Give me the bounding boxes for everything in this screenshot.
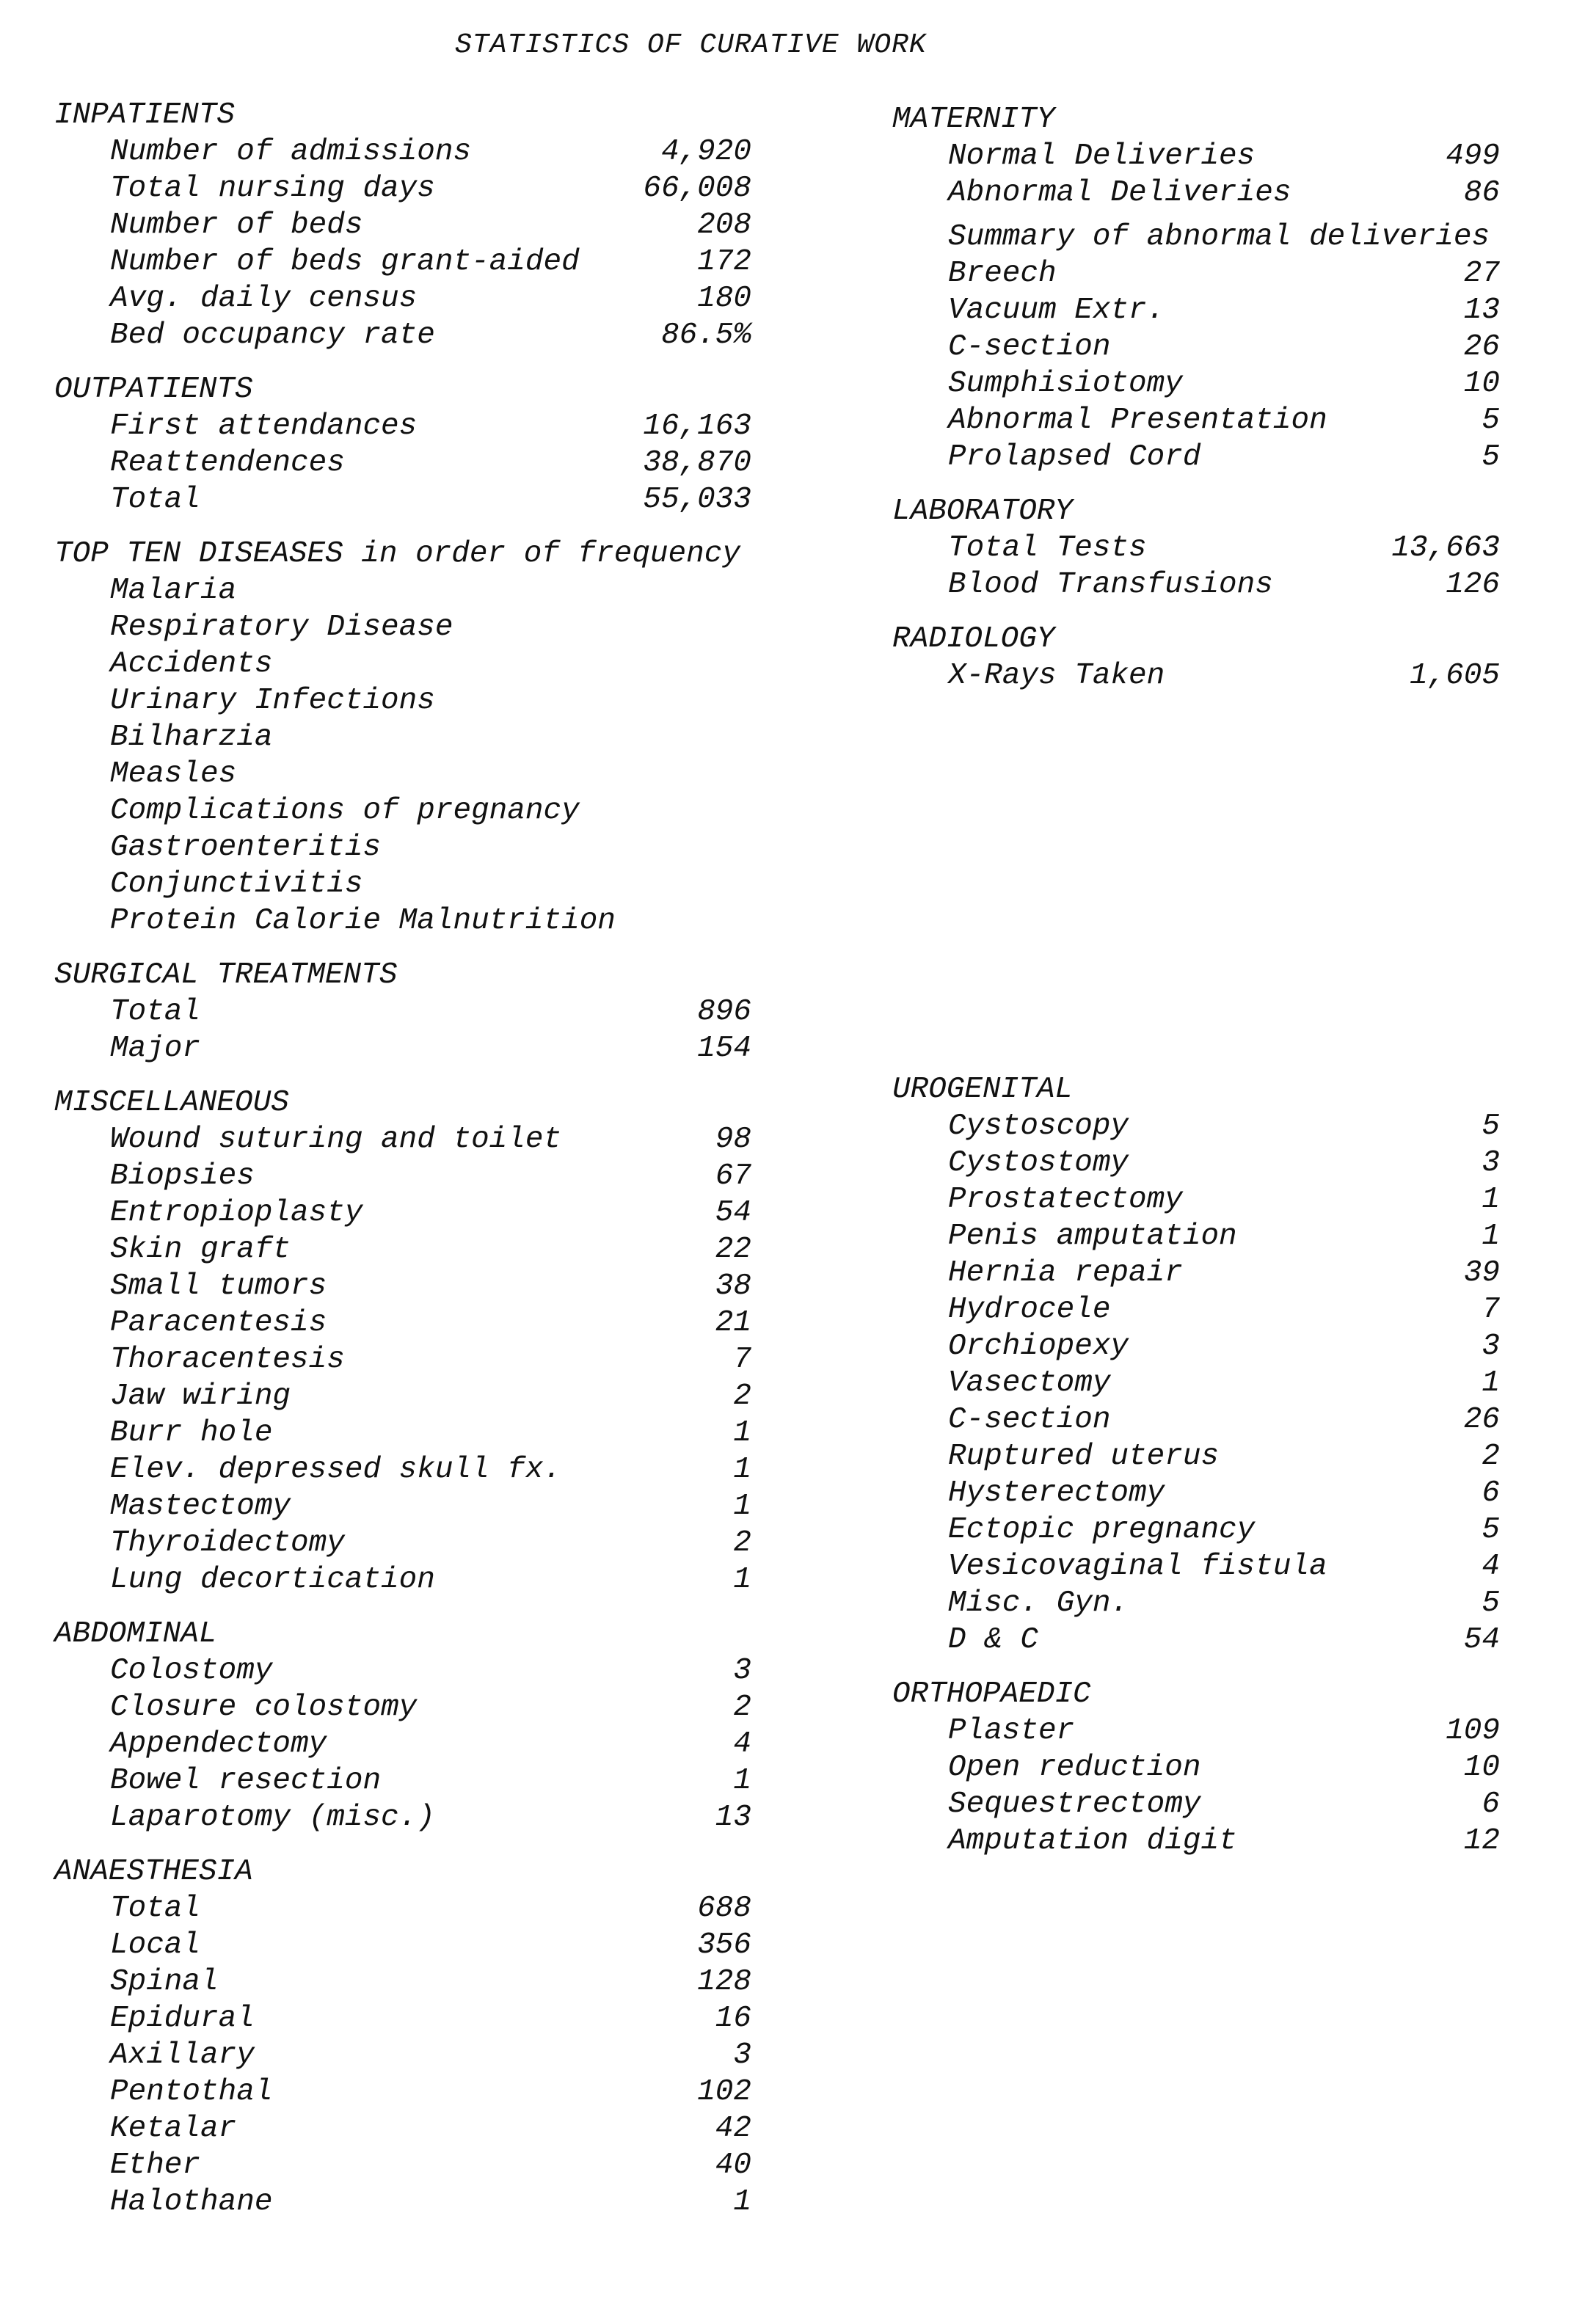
stat-value: 154 (697, 1032, 751, 1065)
stat-value: 896 (697, 995, 751, 1029)
stat-label: Abnormal Presentation (948, 404, 1327, 437)
stat-value: 5 (1482, 1513, 1500, 1547)
stat-row (892, 1218, 1500, 1255)
stat-label: Cystostomy (948, 1146, 1129, 1180)
stat-row (54, 1726, 751, 1763)
stat-row (892, 439, 1500, 475)
stat-row (54, 609, 751, 646)
stat-label: Malaria (110, 574, 237, 608)
stat-label: Accidents (110, 647, 273, 681)
stat-label: Amputation digit (948, 1824, 1237, 1858)
stat-row (892, 138, 1500, 175)
stat-row (54, 1451, 751, 1488)
stat-row (54, 1488, 751, 1525)
stat-value: 55,033 (643, 483, 751, 517)
stat-label: Orchiopexy (948, 1330, 1129, 1363)
stat-value: 22 (715, 1233, 751, 1266)
stat-label: Thoracentesis (110, 1343, 345, 1377)
section-heading: ANAESTHESIA (54, 1855, 253, 1889)
stat-label: Cystoscopy (948, 1109, 1129, 1143)
stat-value: 67 (715, 1159, 751, 1193)
stat-value: 5 (1482, 1109, 1500, 1143)
stat-value: 3 (733, 2038, 751, 2072)
stat-label: Total nursing days (110, 172, 435, 205)
stat-row (54, 481, 751, 518)
stat-value: 38,870 (643, 446, 751, 480)
stat-label: Total Tests (948, 531, 1147, 565)
stat-value: 3 (1482, 1146, 1500, 1180)
stat-row (892, 1786, 1500, 1823)
stat-row (892, 1402, 1500, 1438)
stat-label: C-section (948, 1403, 1111, 1437)
stat-label: X-Rays Taken (948, 659, 1165, 693)
stat-row (54, 1799, 751, 1836)
stat-row (892, 566, 1500, 603)
section-orthopaedic (892, 1676, 1500, 1859)
stat-value: 98 (715, 1123, 751, 1156)
stat-label: Hysterectomy (948, 1476, 1165, 1510)
stat-row (54, 1561, 751, 1598)
stat-value: 26 (1463, 330, 1500, 364)
stat-label: Plaster (948, 1714, 1075, 1748)
stat-label: Number of admissions (110, 135, 472, 169)
stat-value: 10 (1463, 1751, 1500, 1785)
stat-label: Burr hole (110, 1416, 273, 1450)
stat-value: 16,163 (643, 409, 751, 443)
stat-row (54, 1121, 751, 1158)
stat-row (54, 170, 751, 207)
stat-value: 208 (697, 208, 751, 242)
stat-label: Major (110, 1032, 201, 1065)
section-miscellaneous (54, 1085, 751, 1598)
stat-label: Ether (110, 2148, 201, 2182)
stat-row (892, 1328, 1500, 1365)
stat-label: Epidural (110, 2002, 255, 2035)
stat-value: 5 (1482, 404, 1500, 437)
stat-row (54, 903, 751, 939)
stat-row (54, 2037, 751, 2074)
stat-value: 1 (733, 1563, 751, 1597)
stat-value: 126 (1446, 568, 1500, 602)
stat-label: Mastectomy (110, 1490, 291, 1523)
stat-label: Breech (948, 257, 1057, 291)
stat-label: Blood Transfusions (948, 568, 1273, 602)
stat-value: 4 (733, 1727, 751, 1761)
section-heading: LABORATORY (892, 495, 1074, 528)
stat-label: Ketalar (110, 2112, 237, 2146)
stat-row (892, 1749, 1500, 1786)
stat-label: Misc. Gyn. (948, 1586, 1129, 1620)
stat-row (54, 1158, 751, 1195)
stat-value: 128 (697, 1965, 751, 1999)
stat-value: 27 (1463, 257, 1500, 291)
stat-label: Pentothal (110, 2075, 273, 2109)
stat-label: Skin graft (110, 1233, 291, 1266)
stat-value: 4 (1482, 1550, 1500, 1583)
stat-row (54, 682, 751, 719)
stat-row (54, 1890, 751, 1927)
subsection-heading: Summary of abnormal deliveries (948, 220, 1490, 254)
stat-value: 4,920 (660, 135, 751, 169)
stat-value: 1 (1482, 1183, 1500, 1217)
stat-row (892, 1713, 1500, 1749)
stat-label: Total (110, 483, 201, 517)
stat-value: 2 (733, 1526, 751, 1560)
stat-row (54, 280, 751, 317)
section-anaesthesia (54, 1854, 751, 2220)
stat-label: Vacuum Extr. (948, 294, 1165, 327)
stat-row (54, 1378, 751, 1415)
stat-row (892, 1823, 1500, 1859)
stat-row (892, 530, 1500, 566)
stat-label: Jaw wiring (110, 1379, 291, 1413)
stat-row (892, 1622, 1500, 1658)
stat-label: Open reduction (948, 1751, 1201, 1785)
stat-label: Hydrocele (948, 1293, 1111, 1327)
section-heading: RADIOLOGY (892, 622, 1055, 656)
section-heading: UROGENITAL (892, 1073, 1074, 1107)
section-heading: TOP TEN DISEASES in order of frequency (54, 537, 740, 571)
stat-row (892, 1291, 1500, 1328)
stat-row (54, 1964, 751, 2000)
stat-value: 21 (715, 1306, 751, 1340)
stat-row (892, 1438, 1500, 1475)
stat-row (54, 994, 751, 1030)
stat-row (54, 1525, 751, 1561)
stat-value: 54 (1463, 1623, 1500, 1657)
stat-label: Local (110, 1928, 201, 1962)
stat-value: 180 (697, 282, 751, 316)
stat-row (892, 1255, 1500, 1291)
stat-label: Measles (110, 757, 237, 791)
stat-row (54, 646, 751, 682)
stat-row (892, 1365, 1500, 1402)
stat-label: Total (110, 1892, 201, 1925)
stat-label: Wound suturing and toilet (110, 1123, 562, 1156)
stat-row (54, 317, 751, 354)
stat-value: 1 (1482, 1366, 1500, 1400)
stat-value: 356 (697, 1928, 751, 1962)
section-surgical-treatments (54, 957, 751, 1067)
stat-label: Total (110, 995, 201, 1029)
stat-row (892, 1585, 1500, 1622)
stat-label: Bilharzia (110, 721, 273, 754)
stat-label: Paracentesis (110, 1306, 327, 1340)
stat-label: Number of beds (110, 208, 363, 242)
stat-value: 1 (733, 1490, 751, 1523)
stat-value: 102 (697, 2075, 751, 2109)
stat-label: Gastroenteritis (110, 831, 382, 864)
stat-label: Abnormal Deliveries (948, 176, 1291, 210)
section-heading: MISCELLANEOUS (54, 1086, 289, 1120)
stat-row (54, 2074, 751, 2110)
stat-row (892, 1145, 1500, 1181)
section-urogenital (892, 1071, 1500, 1658)
stat-value: 54 (715, 1196, 751, 1230)
stat-value: 1 (1482, 1220, 1500, 1253)
stat-row (54, 719, 751, 756)
stat-row (54, 408, 751, 445)
stat-label: Sumphisiotomy (948, 367, 1183, 401)
section-heading: MATERNITY (892, 103, 1055, 136)
stat-label: Respiratory Disease (110, 611, 453, 644)
stat-row (54, 1763, 751, 1799)
stat-row (892, 1108, 1500, 1145)
stat-row (54, 2184, 751, 2220)
stat-value: 499 (1446, 139, 1500, 173)
stat-row (892, 175, 1500, 211)
stat-row (54, 572, 751, 609)
stat-label: Reattendences (110, 446, 345, 480)
stat-value: 66,008 (643, 172, 751, 205)
stat-row (54, 829, 751, 866)
stat-row (892, 329, 1500, 365)
stat-label: Protein Calorie Malnutrition (110, 904, 616, 938)
stat-label: Normal Deliveries (948, 139, 1256, 173)
stat-row (892, 255, 1500, 292)
stat-row (54, 1927, 751, 1964)
stat-value: 2 (733, 1379, 751, 1413)
stat-row (54, 244, 751, 280)
section-heading: ABDOMINAL (54, 1617, 217, 1651)
stat-row (54, 1195, 751, 1231)
stat-value: 109 (1446, 1714, 1500, 1748)
stat-label: Laparotomy (misc.) (110, 1801, 435, 1834)
stat-row (892, 365, 1500, 402)
stat-row (892, 1548, 1500, 1585)
stat-row (892, 1181, 1500, 1218)
stat-value: 2 (733, 1691, 751, 1724)
stat-row (54, 2110, 751, 2147)
stat-row (892, 402, 1500, 439)
stat-value: 1 (733, 1764, 751, 1798)
stat-label: Ectopic pregnancy (948, 1513, 1256, 1547)
stat-value: 1 (733, 1453, 751, 1487)
stat-label: Avg. daily census (110, 282, 418, 316)
stat-row (54, 134, 751, 170)
stat-label: C-section (948, 330, 1111, 364)
stat-row (54, 2000, 751, 2037)
stat-label: Axillary (110, 2038, 255, 2072)
stat-value: 13 (1463, 294, 1500, 327)
stat-row (54, 1030, 751, 1067)
stat-row (54, 1341, 751, 1378)
stat-row (892, 657, 1500, 694)
stat-label: Complications of pregnancy (110, 794, 580, 828)
stat-label: Closure colostomy (110, 1691, 418, 1724)
stat-label: Urinary Infections (110, 684, 435, 718)
stat-row (54, 1231, 751, 1268)
stat-row (54, 1268, 751, 1305)
stat-value: 3 (1482, 1330, 1500, 1363)
stat-row (54, 756, 751, 792)
stat-value: 1,605 (1409, 659, 1500, 693)
stat-label: D & C (948, 1623, 1039, 1657)
stat-value: 39 (1463, 1256, 1500, 1290)
stat-label: Bowel resection (110, 1764, 382, 1798)
stat-value: 5 (1482, 440, 1500, 474)
stat-label: Spinal (110, 1965, 219, 1999)
stat-value: 10 (1463, 367, 1500, 401)
section-maternity (892, 101, 1500, 475)
stat-label: First attendances (110, 409, 418, 443)
stat-label: Vasectomy (948, 1366, 1111, 1400)
stat-value: 5 (1482, 1586, 1500, 1620)
stat-label: Appendectomy (110, 1727, 327, 1761)
stat-label: Vesicovaginal fistula (948, 1550, 1327, 1583)
stat-value: 13,663 (1391, 531, 1500, 565)
stat-value: 13 (715, 1801, 751, 1834)
stat-label: Lung decortication (110, 1563, 435, 1597)
stat-label: Elev. depressed skull fx. (110, 1453, 562, 1487)
section-inpatients (54, 97, 751, 354)
stat-label: Number of beds grant-aided (110, 245, 580, 279)
section-heading: ORTHOPAEDIC (892, 1677, 1091, 1711)
stat-label: Halothane (110, 2185, 273, 2219)
stat-row (892, 1512, 1500, 1548)
stat-value: 12 (1463, 1824, 1500, 1858)
stat-label: Prostatectomy (948, 1183, 1183, 1217)
left-column (54, 97, 751, 2238)
stat-value: 1 (733, 2185, 751, 2219)
stat-value: 40 (715, 2148, 751, 2182)
stat-label: Small tumors (110, 1269, 327, 1303)
stat-label: Colostomy (110, 1654, 273, 1688)
stat-label: Entropioplasty (110, 1196, 363, 1230)
stat-label: Conjunctivitis (110, 867, 363, 901)
stat-value: 86 (1463, 176, 1500, 210)
stat-row (54, 207, 751, 244)
right-column (892, 101, 1500, 1877)
stat-value: 38 (715, 1269, 751, 1303)
stat-row (54, 2147, 751, 2184)
page-title: STATISTICS OF CURATIVE WORK (455, 29, 927, 61)
stat-label: Penis amputation (948, 1220, 1237, 1253)
stat-value: 42 (715, 2112, 751, 2146)
stat-row (892, 1475, 1500, 1512)
stat-row (54, 1415, 751, 1451)
stat-row (54, 1305, 751, 1341)
section-heading: OUTPATIENTS (54, 373, 253, 407)
section-heading: SURGICAL TREATMENTS (54, 958, 398, 992)
section-laboratory (892, 493, 1500, 603)
stat-row (54, 1689, 751, 1726)
stat-label: Thyroidectomy (110, 1526, 345, 1560)
stat-value: 172 (697, 245, 751, 279)
section-heading: INPATIENTS (54, 98, 236, 132)
stat-label: Prolapsed Cord (948, 440, 1201, 474)
stat-value: 6 (1482, 1787, 1500, 1821)
stat-row (54, 445, 751, 481)
stat-value: 16 (715, 2002, 751, 2035)
stat-row (892, 292, 1500, 329)
stat-row (54, 866, 751, 903)
stat-value: 26 (1463, 1403, 1500, 1437)
stat-value: 688 (697, 1892, 751, 1925)
stat-label: Sequestrectomy (948, 1787, 1201, 1821)
stat-row (54, 1652, 751, 1689)
stat-value: 7 (1482, 1293, 1500, 1327)
section-radiology (892, 621, 1500, 694)
section-top-ten-diseases (54, 536, 751, 939)
stat-value: 3 (733, 1654, 751, 1688)
stat-label: Bed occupancy rate (110, 318, 435, 352)
stat-value: 86.5% (660, 318, 751, 352)
stat-value: 2 (1482, 1440, 1500, 1473)
stat-label: Ruptured uterus (948, 1440, 1220, 1473)
stat-value: 7 (733, 1343, 751, 1377)
stat-value: 6 (1482, 1476, 1500, 1510)
stat-label: Biopsies (110, 1159, 255, 1193)
section-outpatients (54, 371, 751, 518)
stat-row (54, 792, 751, 829)
section-abdominal (54, 1616, 751, 1836)
stat-label: Hernia repair (948, 1256, 1183, 1290)
stat-value: 1 (733, 1416, 751, 1450)
